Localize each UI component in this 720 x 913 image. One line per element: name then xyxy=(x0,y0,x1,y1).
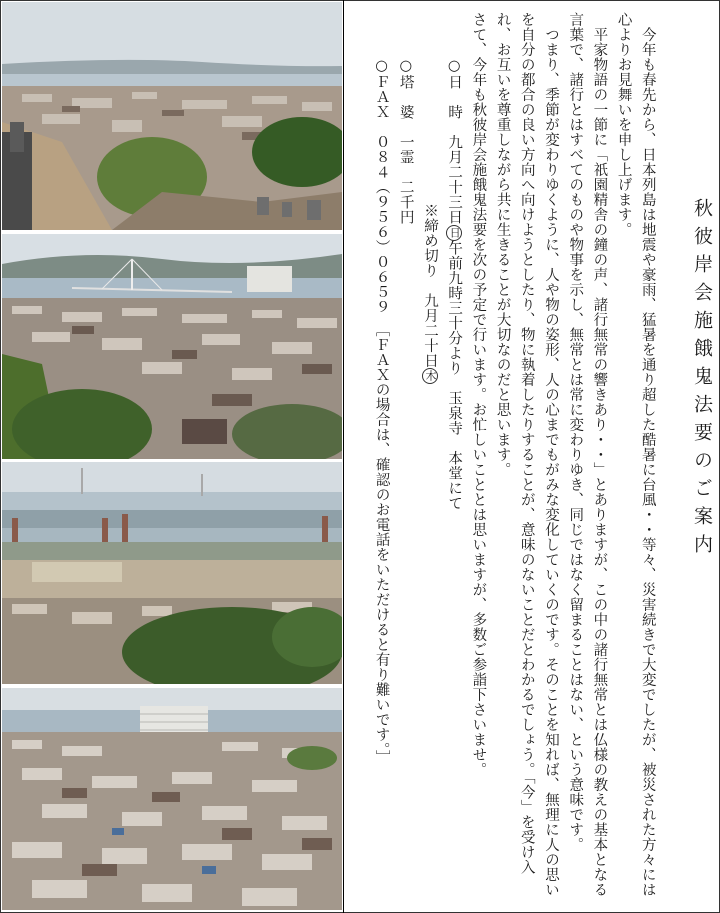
photo-apartments-view xyxy=(2,688,342,910)
fax-label: ○ＦＡＸ xyxy=(373,58,390,120)
date-value: 九月二十三日 xyxy=(446,134,463,225)
deadline-line xyxy=(418,58,442,902)
photo-column xyxy=(2,2,342,910)
paragraph-announcement: さて、今年も秋彼岸会施餓鬼法要を次の予定で行います。お忙しいこととは思いますが、多数ご参詣下さいませ。 xyxy=(470,12,487,777)
notice-title: 秋彼岸会施餓鬼法要のご案内 xyxy=(691,198,713,562)
deadline-day: 木 xyxy=(422,368,438,384)
date-label: ○日 時 xyxy=(446,58,463,120)
toba-line xyxy=(394,58,418,902)
fax-note: ［ＦＡＸの場合は、確認のお電話をいただけると有り難いです。］ xyxy=(373,329,390,765)
date-time-place: 午前九時三十分より 玉泉寺 本堂にて xyxy=(446,240,463,511)
notice-text xyxy=(350,12,714,902)
fax-number: ０８４（９５６）０６５９ xyxy=(373,134,390,315)
fax-line xyxy=(369,58,393,902)
date-line xyxy=(442,58,466,902)
photo-port-cranes-view xyxy=(2,462,342,684)
photo-town-bridge-view xyxy=(2,234,342,459)
photo-cemetery-bay-view xyxy=(2,2,342,230)
paragraph-greeting: 今年も春先から、日本列島は地震や豪雨、猛暑を通り超した酷暑に台風・・等々、災害続きで大変でしたが、被災された方々には心よりお見舞いを申し上げます。 xyxy=(615,12,656,897)
toba-value: 一霊 二千円 xyxy=(397,134,414,225)
toba-label: ○塔 婆 xyxy=(397,58,414,120)
column-divider xyxy=(343,0,344,913)
event-details xyxy=(369,58,466,902)
date-day: 日 xyxy=(446,225,462,241)
paragraph-heike: 平家物語の一節に「祇園精舎の鐘の声、諸行無常の響きあり・・」とありますが、この中の諸行無常とは仏様の教えの基本となる言葉で、諸行とはすべてのものや物事を示し、無常とは常に変わりゆき、同じではなく留まることはない、という意味です。 xyxy=(567,12,608,897)
paragraph-impermanence: つまり、季節が変わりゆくように、人や物の姿形、人の心までもがみな変化していくのです。そのことを知れば、無理に人の思いを自分の都合の良い方向へ向けようとしたり、物に執着したりすることが、意味のないことだとわかるでしょう。「今」を受け入れ、お互いを尊重しながら共に生きることが大切なのだと思います。 xyxy=(494,12,559,897)
deadline-text: ※締め切り 九月二十日 xyxy=(421,203,438,368)
